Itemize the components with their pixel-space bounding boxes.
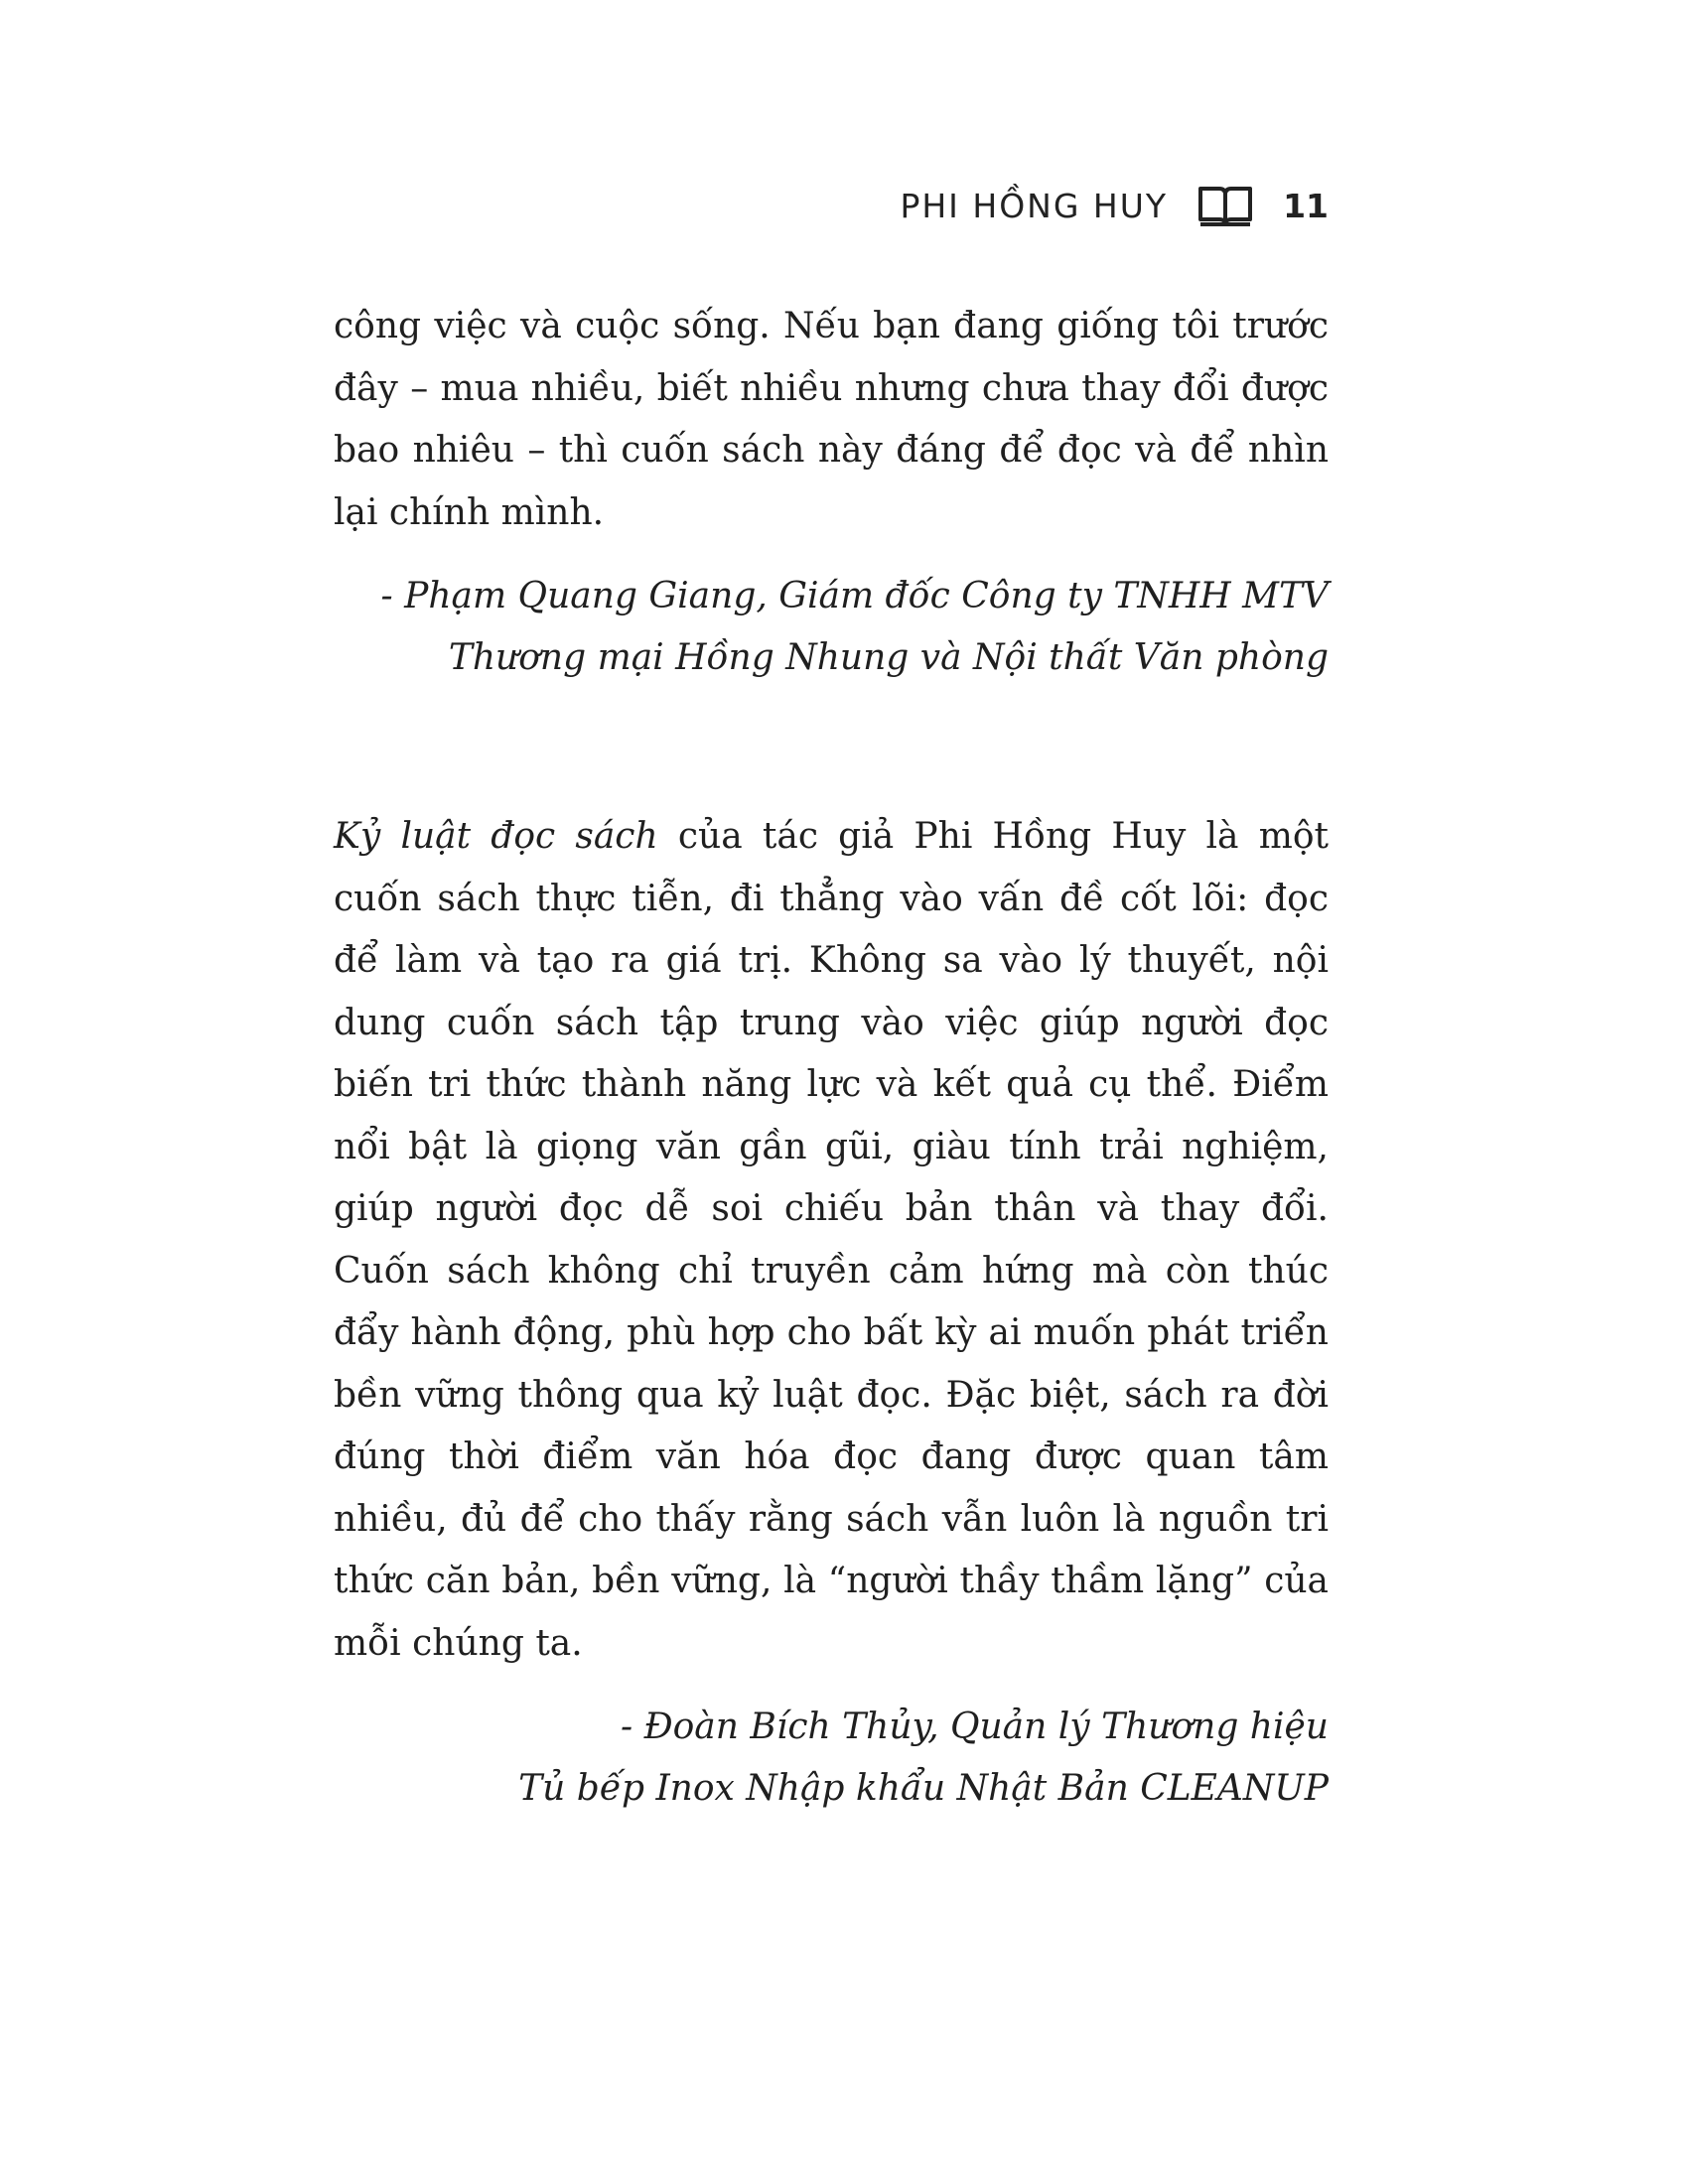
- quote-2-body: của tác giả Phi Hồng Huy là một cuốn sách thực tiễn, đi thẳng vào vấn đề cốt lõi: đọc để làm và tạo ra giá trị. Không sa vào lý thuyết, nội dung cuốn sách tập trung vào việc giúp người đọc biến tri thức thành năng lực và kết quả cụ thể. Điểm nổi bật là giọng văn gần gũi, giàu tính trải nghiệm, giúp người đọc dễ soi chiếu bản thân và thay đổi. Cuốn sách không chỉ truyền cảm hứng mà còn thúc đẩy hành động, phù hợp cho bất kỳ ai muốn phát triển bền vững thông qua kỷ luật đọc. Đặc biệt, sách ra đời đúng thời điểm văn hóa đọc đang được quan tâm nhiều, đủ để cho thấy rằng sách vẫn luôn là nguồn tri thức căn bản, bền vững, là “người thầy thầm lặng” của mỗi chúng ta.: [334, 816, 1329, 1664]
- running-title: PHI HỒNG HUY: [900, 186, 1169, 225]
- page-header: [900, 181, 1329, 230]
- quote-1-attribution: [334, 566, 1329, 689]
- quote-1-attribution-line-2: Thương mại Hồng Nhung và Nội thất Văn phòng: [448, 637, 1329, 678]
- quote-1-attribution-line-1: - Phạm Quang Giang, Giám đốc Công ty TNHH MTV: [380, 576, 1329, 616]
- page-body: [334, 296, 1329, 1820]
- open-book-icon: [1197, 183, 1253, 228]
- quote-2-attribution-line-2: Tủ bếp Inox Nhập khẩu Nhật Bản CLEANUP: [518, 1768, 1329, 1809]
- quote-2-book-title: Kỷ luật đọc sách: [334, 816, 658, 857]
- quote-2-attribution: [334, 1697, 1329, 1820]
- quote-1-text: công việc và cuộc sống. Nếu bạn đang giống tôi trước đây – mua nhiều, biết nhiều nhưng chưa thay đổi được bao nhiêu – thì cuốn sách này đáng để đọc và để nhìn lại chính mình.: [334, 306, 1329, 533]
- page-number: 11: [1283, 186, 1329, 225]
- quote-2-text: [334, 806, 1329, 1675]
- quote-2-attribution-line-1: - Đoàn Bích Thủy, Quản lý Thương hiệu: [620, 1706, 1329, 1747]
